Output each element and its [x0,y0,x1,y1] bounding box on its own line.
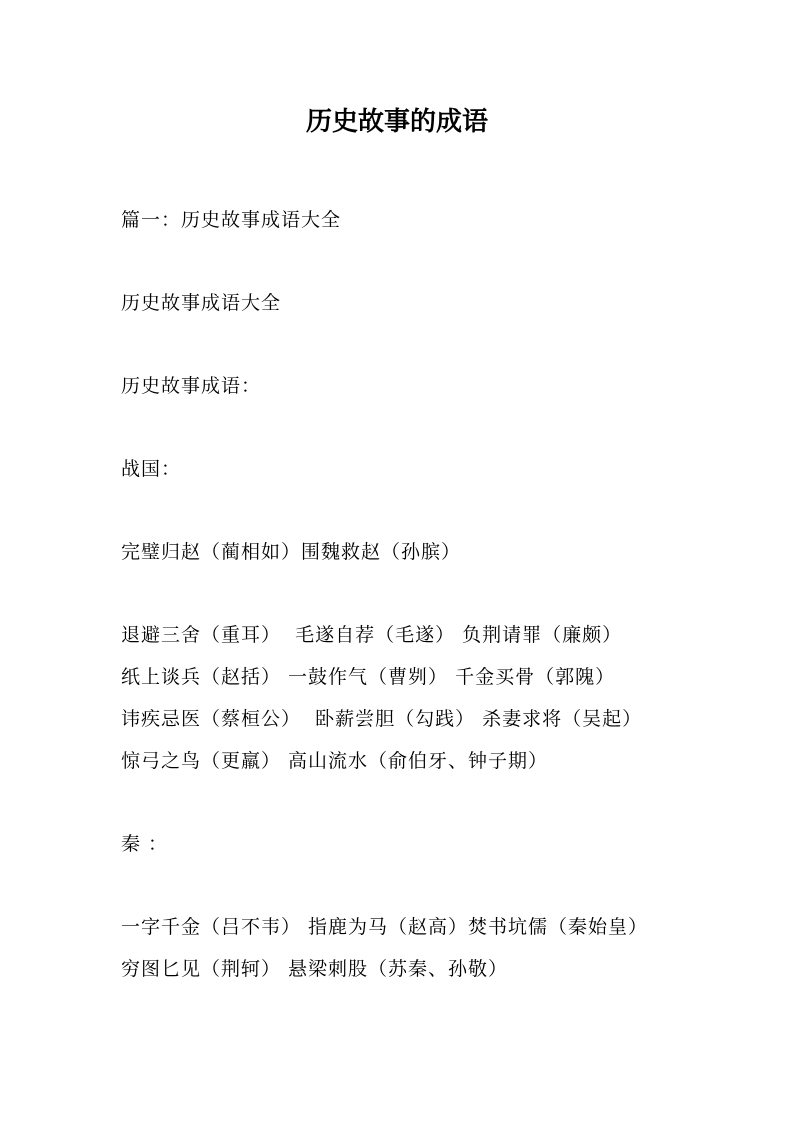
idiom-line: 穷图匕见（荆轲） 悬梁刺股（苏秦、孙敬） [121,958,509,980]
section-heading: 篇一：历史故事成语大全 [121,209,342,231]
idiom-line: 讳疾忌医（蔡桓公） 卧薪尝胆（勾践） 杀妻求将（吴起） [121,708,643,730]
era-label-warring-states: 战国： [121,458,182,480]
idiom-line: 完璧归赵（蔺相如）围魏救赵（孙膑） [121,541,462,563]
idiom-line: 一字千金（吕不韦） 指鹿为马（赵高）焚书坑儒（秦始皇） [121,916,649,938]
idiom-line: 纸上谈兵（赵括） 一鼓作气（曹刿） 千金买骨（郭隗） [121,666,616,688]
idiom-line: 退避三舍（重耳） 毛遂自荐（毛遂） 负荆请罪（廉颇） [121,624,623,646]
era-label-qin: 秦 ： [121,833,169,855]
subheading: 历史故事成语大全 [121,292,282,314]
paragraph-label: 历史故事成语： [121,375,262,397]
idiom-line: 惊弓之鸟（更羸） 高山流水（俞伯牙、钟子期） [121,750,549,772]
document-title: 历史故事的成语 [305,107,488,137]
